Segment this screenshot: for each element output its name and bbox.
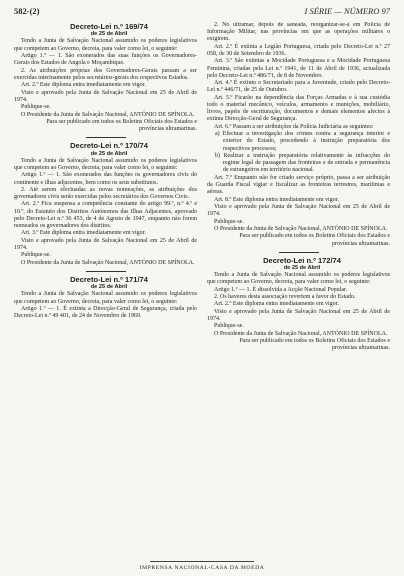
section-divider [279, 252, 319, 253]
paragraph: Tendo a Junta de Salvação Nacional assumido os poderes legislativos que competem ao Governo, decreta, para valer como lei, o seguinte: [14, 38, 197, 52]
decree-date: de 25 de Abril [90, 31, 128, 38]
page-number: 582-(2) [14, 6, 40, 16]
series-label: I SÉRIE — NÚMERO 97 [304, 6, 390, 16]
paragraph: Visto e aprovado pela Junta de Salvação Nacional em 25 de Abril de 1974. [207, 308, 390, 323]
decree-170 [14, 141, 197, 267]
paragraph: Art. 7.º Enquanto não for criado serviço próprio, passa a ser atribuição da Guarda Fiscal vigiar e fiscalizar as fronteiras terrestres, marítimas e aéreas. [207, 174, 390, 196]
paragraph: Art. 8.º Este diploma entra imediatamente em vigor. [214, 196, 339, 203]
list-item: b) Realizar a instrução preparatória relativamente às infracções do regime legal de passagem das fronteiras e de entrada e permanência de estrangeiros em território nacional. [215, 152, 390, 174]
paragraph: Art. 2.º Fica suspensa a competência constante do artigo 99.º, n.º 4.º e 10.º, do Estatuto dos Distritos Autónomos das Ilhas Adjacentes, aprovado pelo Decreto-Lei n.º 36 453, de 4 de Agosto de 1947, enquanto não forem nomeados os governadores dos distritos. [14, 201, 197, 230]
paragraph: Art. 2.º É extinta a Legião Portuguesa, criada pelo Decreto-Lei n.º 27 058, de 30 de Setembro de 1936. [207, 43, 390, 57]
paragraph: Tendo a Junta de Salvação Nacional assumido os poderes legislativos que competem ao Governo, decreta, para valer como lei, o seguinte: [207, 272, 390, 286]
paragraph: Visto e aprovado pela Junta de Salvação Nacional em 25 de Abril de 1974. [207, 203, 390, 218]
decree-title: Decreto-Lei n.º 169/74 [70, 22, 148, 31]
paragraph: Artigo 1.º — 1. É dissolvida a Acção Nacional Popular. [214, 286, 348, 293]
paragraph: 2. As atribuições próprias dos Governadores-Gerais passam a ser exercidas interinamente pelos secretários-gerais dos respectivos Estados. [14, 67, 197, 81]
paragraph: Publique-se. [214, 323, 244, 330]
paragraph: O Presidente da Junta de Salvação Nacional, ANTÓNIO DE SPÍNOLA. [21, 111, 195, 118]
decree-169 [14, 22, 197, 133]
paragraph: Artigo 1.º — 1. São exonerados das funções os governadores civis do continente e ilhas adjacentes, bem como os seus substitutos. [14, 172, 197, 186]
publication-note: Para ser publicado em todos os Boletins Oficiais dos Estados e províncias ultramarinas. [239, 233, 390, 247]
paragraph: Art. 2.º Este diploma entra imediatamente em vigor. [214, 301, 339, 308]
publication-note: Para ser publicado em todos os Boletins Oficiais dos Estados e províncias ultramarinas. [239, 338, 390, 352]
paragraph: Art. 5.º Ficarão na dependência das Forças Armadas e à sua custódia todo o material mecânico, veículos, armamento e munições, mobiliário, livros, papéis de escrituração, documentos e demais elementos afectos à extinta Direcção-Geral de Segurança. [207, 94, 390, 123]
decree-172 [207, 256, 390, 353]
columns [14, 22, 390, 556]
paragraph: Visto e aprovado pela Junta de Salvação Nacional em 25 de Abril de 1974. [14, 237, 197, 252]
decree-title: Decreto-Lei n.º 171/74 [70, 275, 148, 285]
imprint: IMPRENSA NACIONAL-CASA DA MOEDA [139, 565, 265, 571]
paragraph: Visto e aprovado pela Junta de Salvação Nacional em 25 de Abril de 1974. [14, 89, 197, 103]
paragraph: Artigo 1.º — 1. São exonerados das suas funções os Governadores-Gerais dos Estados de Angola e Moçambique. [14, 52, 197, 67]
paragraph: Artigo 1.º — 1. É extinta a Direcção-Geral de Segurança, criada pelo Decreto-Lei n.º 49 401, de 24 de Novembro de 1969. [14, 306, 197, 320]
paragraph: 2. Até serem efectuadas as novas nomeações, as atribuições dos governadores civis serão exercidas pelos secretários dos Governos Civis. [14, 186, 197, 201]
section-divider [86, 271, 126, 272]
paragraph: Publique-se. [21, 104, 51, 111]
paragraph: 2. Os haveres desta associação revertem a favor do Estado. [214, 294, 356, 301]
left-column [14, 22, 197, 556]
decree-date: de 25 de Abril [90, 150, 128, 157]
footer-divider [150, 561, 254, 562]
publication-note: Para ser publicado em todos os Boletins Oficiais dos Estados e províncias ultramarinas. [46, 118, 197, 133]
decree-171-continued [207, 22, 390, 248]
paragraph: 2. No ultramar, depois de saneada, reorganizar-se-á em Polícia de Informação Militar, nas províncias em que as operações militares o exigirem. [207, 22, 390, 43]
decree-date: de 25 de Abril [283, 264, 321, 271]
decree-title: Decreto-Lei n.º 170/74 [70, 141, 148, 151]
paragraph: O Presidente da Junta de Salvação Nacional, ANTÓNIO DE SPÍNOLA. [21, 259, 195, 266]
paragraph: Tendo a Junta de Salvação Nacional assumido os poderes legislativos que competem ao Governo, decreta, para valer como lei, o seguinte: [14, 157, 197, 171]
paragraph: Art. 6.º Passam a ser atribuições da Polícia Judiciária as seguintes: [214, 123, 374, 130]
list-item: a) Efectuar a investigação dos crimes contra a segurança interior e exterior do Estado, procedendo à instrução preparatória dos respectivos processos; [215, 131, 390, 152]
decree-title: Decreto-Lei n.º 172/74 [263, 255, 341, 265]
decree-171 [14, 275, 197, 320]
decree-date: de 25 de Abril [90, 284, 128, 291]
paragraph: Art. 3.º Este diploma entra imediatamente em vigor. [21, 230, 146, 237]
right-column [207, 22, 390, 556]
section-divider [86, 137, 126, 138]
paragraph: Publique-se. [21, 252, 51, 259]
paragraph: Art. 4.º É extinto o Secretariado para a Juventude, criado pelo Decreto-Lei n.º 446/71, de 25 de Outubro. [207, 80, 390, 94]
paragraph: Publique-se. [214, 218, 244, 225]
paragraph: Art. 3.º São extintas a Mocidade Portuguesa e a Mocidade Portuguesa Feminina, criadas pela Lei n.º 1941, de 11 de Abril de 1936, actualizada pelo Decreto-Lei n.º 486/71, de 8 de Novembro. [207, 58, 390, 79]
paragraph: O Presidente da Junta de Salvação Nacional, ANTÓNIO DE SPÍNOLA. [214, 330, 388, 337]
page-header [14, 4, 390, 18]
paragraph: Art. 2.º Este diploma entra imediatamente em vigor. [21, 82, 146, 89]
paragraph: O Presidente da Junta de Salvação Nacional, ANTÓNIO DE SPÍNOLA. [214, 225, 388, 232]
paragraph: Tendo a Junta de Salvação Nacional assumido os poderes legislativos que competem ao Governo, decreta, para valer como lei, o seguinte: [14, 291, 197, 305]
